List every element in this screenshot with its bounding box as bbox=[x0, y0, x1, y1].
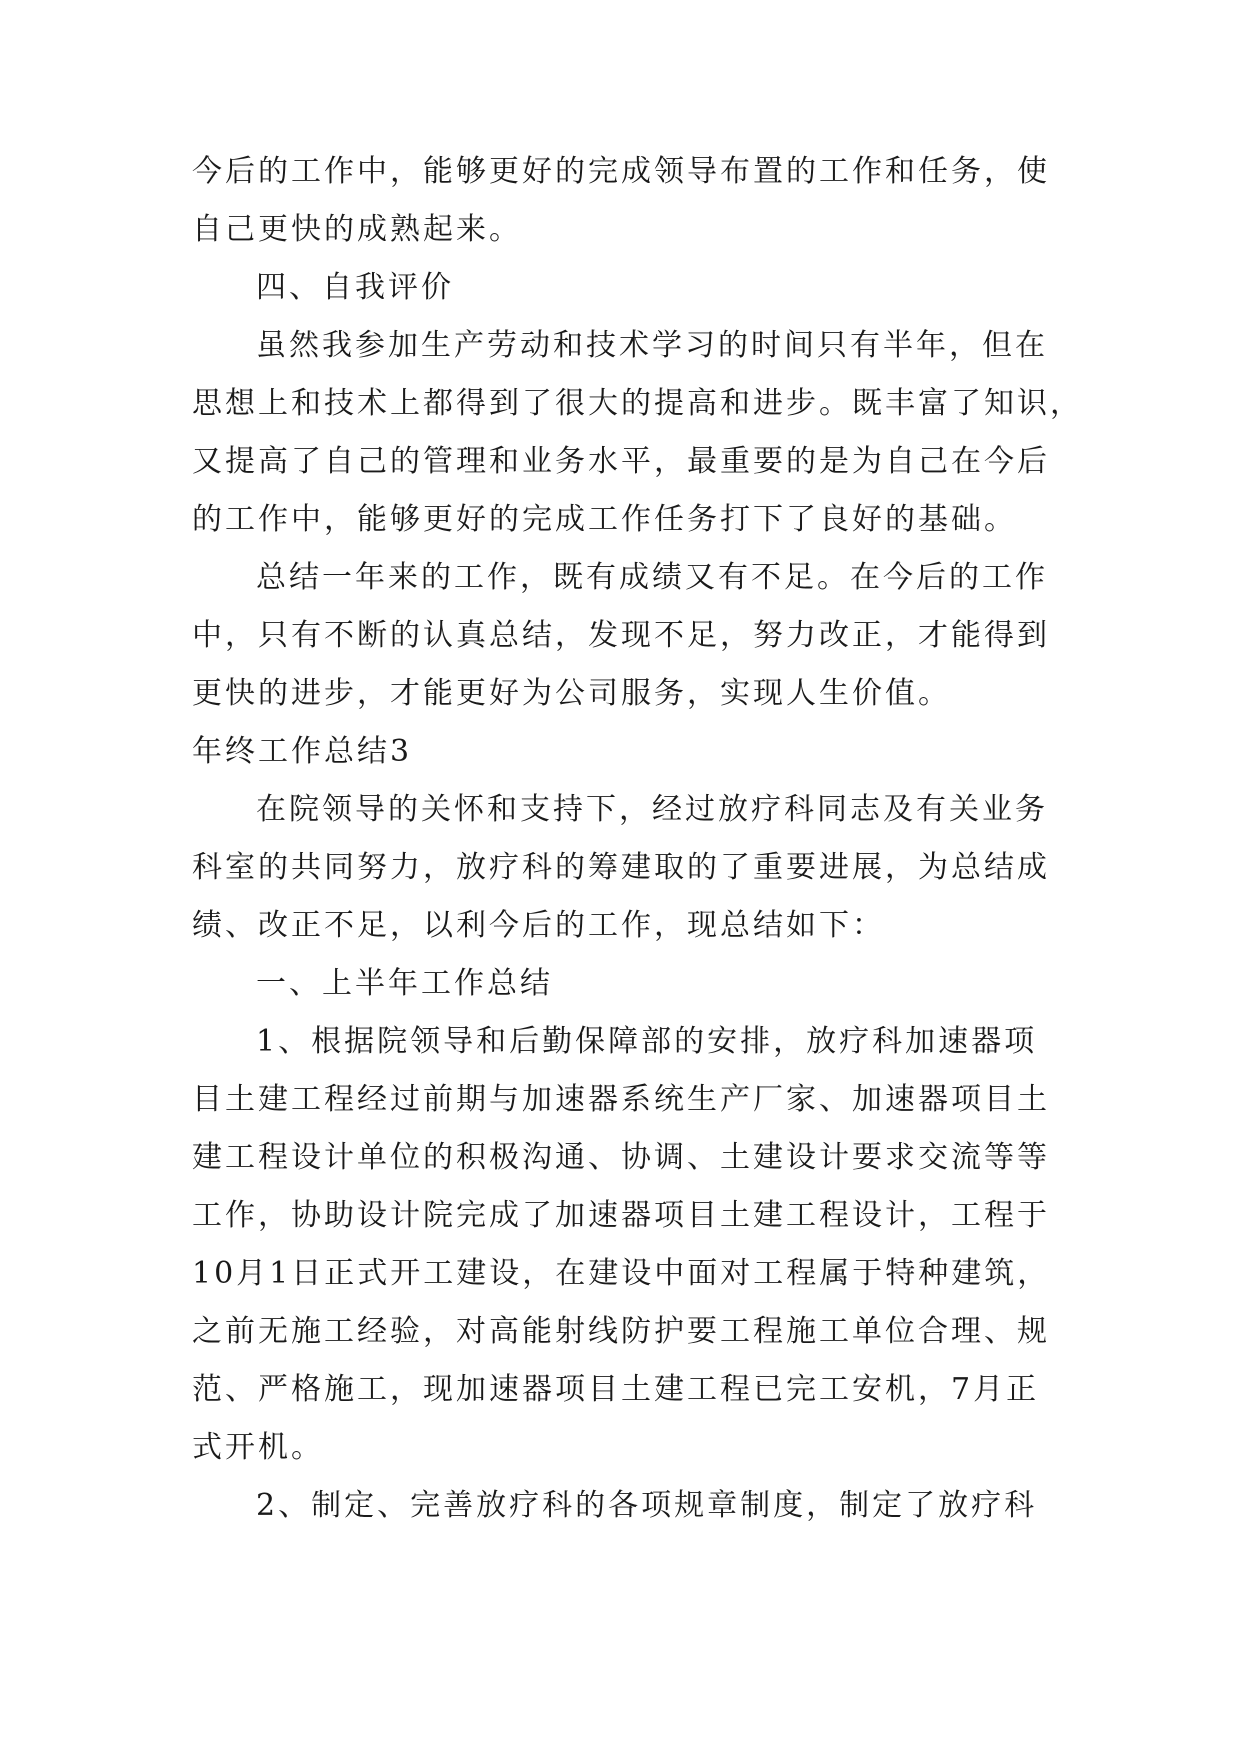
text-line: 工作，协助设计院完成了加速器项目土建工程设计，工程于 bbox=[192, 1198, 1050, 1233]
text-line: 在院领导的关怀和支持下，经过放疗科同志及有关业务 bbox=[256, 792, 1048, 827]
section-heading: 一、上半年工作总结 bbox=[256, 966, 553, 1001]
text-line: 更快的进步，才能更好为公司服务，实现人生价值。 bbox=[192, 676, 951, 711]
text-line: 科室的共同努力，放疗科的筹建取的了重要进展，为总结成 bbox=[192, 850, 1050, 885]
text-line: 式开机。 bbox=[192, 1430, 324, 1465]
text-line: 2、制定、完善放疗科的各项规章制度，制定了放疗科 bbox=[256, 1488, 1038, 1523]
section-heading: 四、自我评价 bbox=[256, 270, 454, 305]
text-line: 建工程设计单位的积极沟通、协调、土建设计要求交流等等 bbox=[192, 1140, 1050, 1175]
text-line: 今后的工作中，能够更好的完成领导布置的工作和任务，使 bbox=[192, 154, 1050, 189]
text-line: 1、根据院领导和后勤保障部的安排，放疗科加速器项 bbox=[256, 1024, 1038, 1059]
text-line: 绩、改正不足，以利今后的工作，现总结如下： bbox=[192, 908, 885, 943]
text-line: 之前无施工经验，对高能射线防护要工程施工单位合理、规 bbox=[192, 1314, 1050, 1349]
text-line: 中，只有不断的认真总结，发现不足，努力改正，才能得到 bbox=[192, 618, 1050, 653]
text-line: 思想上和技术上都得到了很大的提高和进步。既丰富了知识， bbox=[192, 386, 1083, 421]
text-line: 又提高了自己的管理和业务水平，最重要的是为自己在今后 bbox=[192, 444, 1050, 479]
text-line: 的工作中，能够更好的完成工作任务打下了良好的基础。 bbox=[192, 502, 1017, 537]
text-line: 范、严格施工，现加速器项目土建工程已完工安机，7月正 bbox=[192, 1372, 1040, 1407]
text-line: 自己更快的成熟起来。 bbox=[192, 212, 522, 247]
text-line: 10月1日正式开工建设，在建设中面对工程属于特种建筑， bbox=[192, 1256, 1051, 1291]
text-line: 目土建工程经过前期与加速器系统生产厂家、加速器项目土 bbox=[192, 1082, 1050, 1117]
article-title: 年终工作总结3 bbox=[192, 734, 413, 769]
text-line: 总结一年来的工作，既有成绩又有不足。在今后的工作 bbox=[256, 560, 1048, 595]
text-line: 虽然我参加生产劳动和技术学习的时间只有半年，但在 bbox=[256, 328, 1048, 363]
